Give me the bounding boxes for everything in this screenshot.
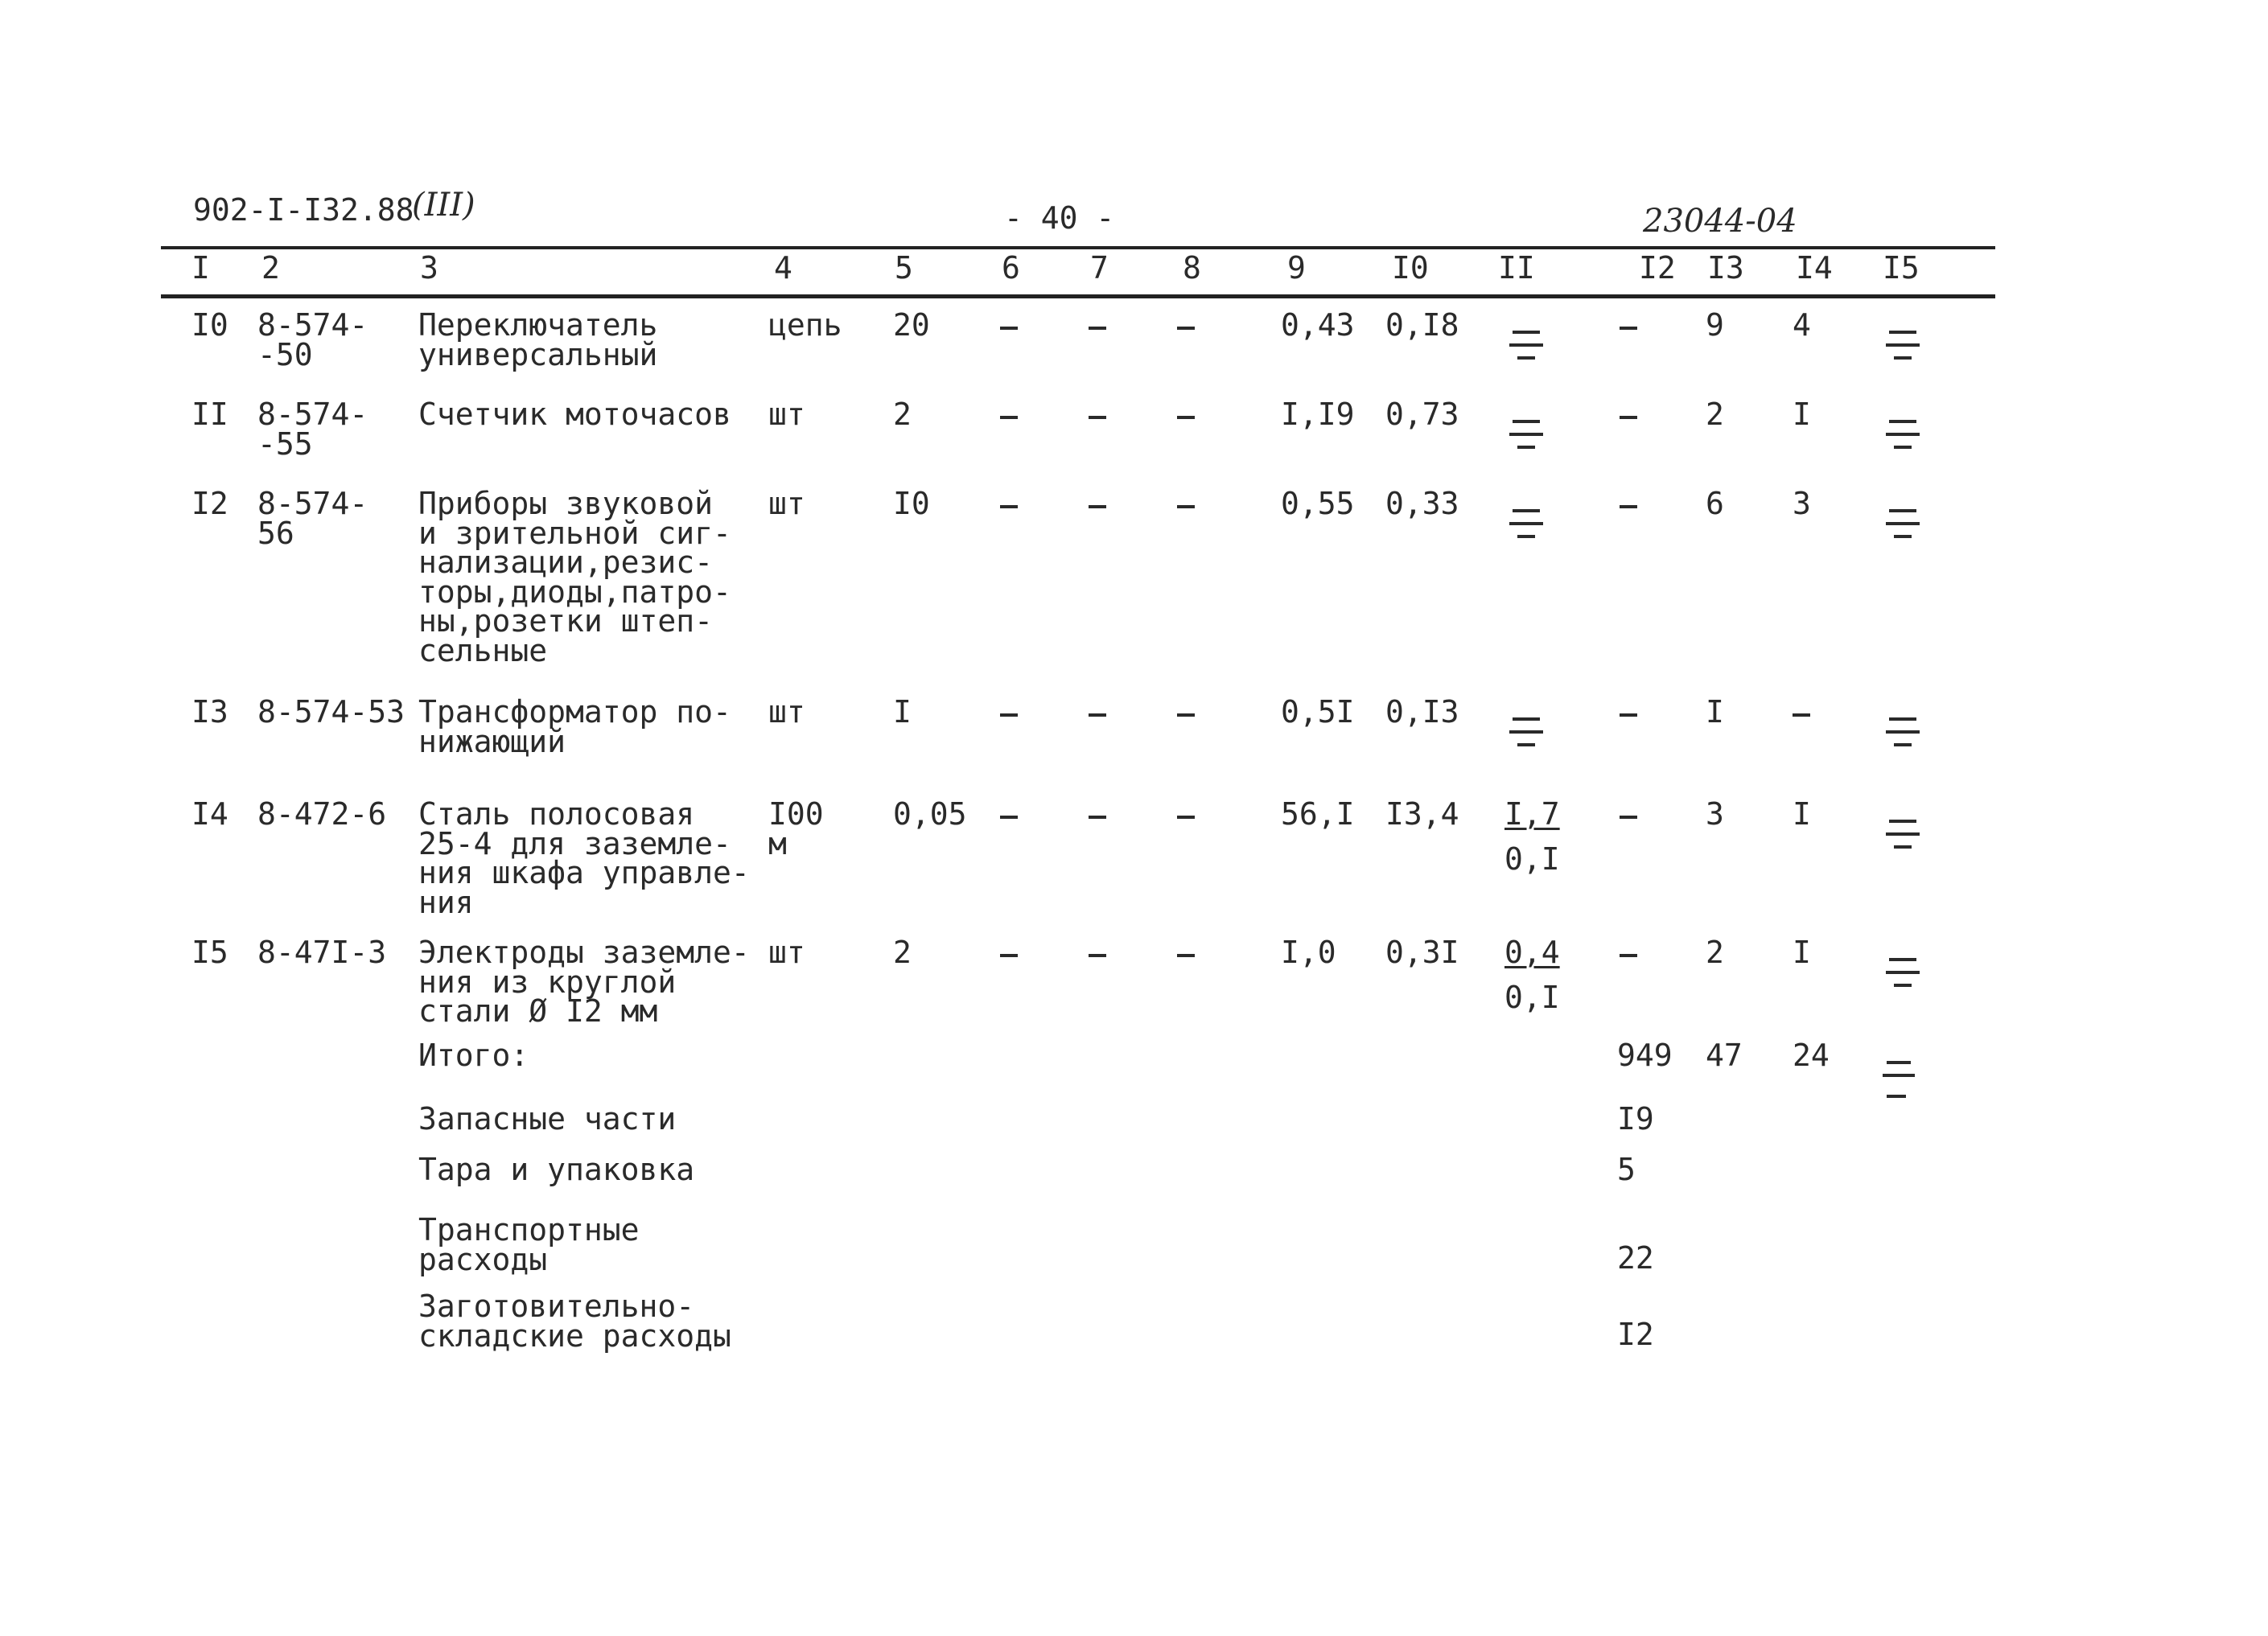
row-number: II bbox=[191, 397, 228, 432]
price-code: 8-574- bbox=[257, 397, 368, 432]
totals-col15-bottom bbox=[1887, 1095, 1906, 1098]
col11-fraction-bar bbox=[1509, 730, 1543, 734]
col8-dash bbox=[1177, 327, 1195, 330]
price-code: 8-472-6 bbox=[257, 796, 387, 832]
row-number: I2 bbox=[191, 486, 228, 521]
quantity: 0,05 bbox=[893, 796, 967, 832]
item-name: торы,диоды,патро- bbox=[418, 573, 731, 610]
price-code: 8-574-53 bbox=[257, 694, 405, 730]
col6-dash bbox=[1000, 416, 1018, 419]
col15-fraction-top bbox=[1889, 958, 1916, 961]
col15-fraction-bottom bbox=[1894, 845, 1912, 849]
column-header-9: 9 bbox=[1287, 250, 1306, 286]
col11-fraction-bar bbox=[1509, 522, 1543, 525]
extra-cost-label: Заготовительно- bbox=[418, 1289, 695, 1324]
item-name: нализации,резис- bbox=[418, 545, 714, 580]
item-name: сельные bbox=[418, 632, 548, 668]
price-code: 8-574- bbox=[257, 307, 368, 343]
col6-dash bbox=[1000, 505, 1018, 508]
col13-value: 2 bbox=[1706, 397, 1724, 432]
col11-fraction-bottom: 0,I bbox=[1504, 841, 1560, 877]
item-name: Счетчик моточасов bbox=[418, 397, 731, 432]
extra-cost-label: складские расходы bbox=[418, 1317, 731, 1354]
col8-dash bbox=[1177, 713, 1195, 717]
col11-fraction-top: 0,4 bbox=[1504, 935, 1560, 970]
col8-dash bbox=[1177, 416, 1195, 419]
item-name: ны,розетки штеп- bbox=[418, 603, 714, 639]
col11-fraction-top bbox=[1513, 331, 1540, 334]
col10-value: 0,I8 bbox=[1385, 307, 1459, 343]
item-name: Приборы звуковой bbox=[418, 486, 714, 521]
col10-value: I3,4 bbox=[1385, 796, 1459, 832]
quantity: 20 bbox=[893, 307, 930, 343]
col14-value: 4 bbox=[1793, 307, 1811, 343]
item-name: и зрительной сиг- bbox=[418, 515, 731, 551]
col9-value: 0,55 bbox=[1281, 486, 1355, 521]
col15-fraction-top bbox=[1889, 420, 1916, 423]
col15-fraction-bottom bbox=[1894, 535, 1912, 538]
column-header-7: 7 bbox=[1090, 250, 1109, 286]
col7-dash bbox=[1089, 954, 1106, 957]
document-code: 902-I-I32.88 bbox=[193, 192, 414, 228]
price-code: 8-47I-3 bbox=[257, 935, 387, 970]
col7-dash bbox=[1089, 327, 1106, 330]
col12-dash bbox=[1620, 713, 1637, 717]
col11-fraction-bottom bbox=[1517, 446, 1535, 449]
extra-cost-label: расходы bbox=[418, 1241, 548, 1277]
totals-col14: 24 bbox=[1793, 1038, 1830, 1073]
col12-dash bbox=[1620, 505, 1637, 508]
item-name: Переключатель bbox=[418, 307, 658, 343]
unit: шт bbox=[768, 397, 805, 432]
row-number: I4 bbox=[191, 796, 228, 832]
totals-col12: 949 bbox=[1617, 1038, 1673, 1073]
col8-dash bbox=[1177, 505, 1195, 508]
row-number: I3 bbox=[191, 694, 228, 730]
item-name: ния шкафа управле- bbox=[418, 855, 750, 890]
totals-col15-bar bbox=[1883, 1074, 1915, 1077]
row-number: I5 bbox=[191, 935, 228, 970]
unit: шт bbox=[768, 486, 805, 521]
col11-fraction-top bbox=[1513, 509, 1540, 512]
extra-cost-label: Транспортные bbox=[418, 1212, 640, 1248]
table-header-rule bbox=[161, 294, 1995, 298]
col13-value: 3 bbox=[1706, 796, 1724, 832]
column-header-15: I5 bbox=[1883, 250, 1920, 286]
col13-value: 2 bbox=[1706, 935, 1724, 970]
item-name: универсальный bbox=[418, 336, 658, 372]
col13-value: I bbox=[1706, 694, 1724, 730]
totals-col13: 47 bbox=[1706, 1038, 1743, 1073]
col15-fraction-bottom bbox=[1894, 356, 1912, 360]
col12-dash bbox=[1620, 816, 1637, 819]
col6-dash bbox=[1000, 816, 1018, 819]
unit: м bbox=[768, 825, 787, 861]
quantity: 2 bbox=[893, 397, 912, 432]
col15-fraction-bar bbox=[1886, 433, 1920, 436]
column-header-8: 8 bbox=[1183, 250, 1201, 286]
col15-fraction-top bbox=[1889, 509, 1916, 512]
item-name: 25-4 для заземле- bbox=[418, 825, 731, 861]
extra-cost-value: 5 bbox=[1617, 1152, 1636, 1187]
col6-dash bbox=[1000, 327, 1018, 330]
col10-value: 0,33 bbox=[1385, 486, 1459, 521]
col9-value: I,0 bbox=[1281, 935, 1336, 970]
quantity: 2 bbox=[893, 935, 912, 970]
price-code: -55 bbox=[257, 425, 313, 462]
col10-value: 0,73 bbox=[1385, 397, 1459, 432]
col15-fraction-top bbox=[1889, 331, 1916, 334]
col15-fraction-bar bbox=[1886, 832, 1920, 836]
unit: шт bbox=[768, 935, 805, 970]
column-header-3: 3 bbox=[420, 250, 438, 286]
extra-cost-value: 22 bbox=[1617, 1240, 1654, 1276]
document-code-note: (III) bbox=[412, 187, 475, 224]
col14-value: I bbox=[1793, 397, 1811, 432]
col15-fraction-bar bbox=[1886, 971, 1920, 974]
row-number: I0 bbox=[191, 307, 228, 343]
col11-fraction-bar bbox=[1509, 343, 1543, 347]
col15-fraction-bar bbox=[1886, 522, 1920, 525]
unit: цепь bbox=[768, 307, 842, 343]
price-code: 8-574- bbox=[257, 486, 368, 521]
totals-label: Итого: bbox=[418, 1038, 529, 1073]
item-name: ния bbox=[418, 884, 474, 920]
col15-fraction-bar bbox=[1886, 730, 1920, 734]
page-number: - 40 - bbox=[1004, 200, 1115, 236]
item-name: Электроды заземле- bbox=[418, 935, 750, 970]
col11-fraction-top bbox=[1513, 717, 1540, 721]
totals-col15-top bbox=[1887, 1061, 1911, 1064]
column-header-4: 4 bbox=[774, 250, 792, 286]
col11-fraction-bar bbox=[1509, 433, 1543, 436]
extra-cost-value: I2 bbox=[1617, 1317, 1654, 1352]
col13-value: 9 bbox=[1706, 307, 1724, 343]
item-name: ния из круглой bbox=[418, 964, 677, 1000]
col7-dash bbox=[1089, 416, 1106, 419]
price-code: -50 bbox=[257, 336, 313, 372]
column-header-13: I3 bbox=[1707, 250, 1744, 286]
column-header-1: I bbox=[191, 250, 210, 286]
unit: шт bbox=[768, 694, 805, 730]
col7-dash bbox=[1089, 816, 1106, 819]
col15-fraction-top bbox=[1889, 820, 1916, 823]
col10-value: 0,I3 bbox=[1385, 694, 1459, 730]
unit: I00 bbox=[768, 796, 824, 832]
quantity: I bbox=[893, 694, 912, 730]
column-header-10: I0 bbox=[1392, 250, 1429, 286]
col11-fraction-bottom bbox=[1517, 535, 1535, 538]
col14-value: I bbox=[1793, 935, 1811, 970]
col12-dash bbox=[1620, 327, 1637, 330]
column-header-14: I4 bbox=[1796, 250, 1833, 286]
col7-dash bbox=[1089, 713, 1106, 717]
item-name: Трансформатор по- bbox=[418, 694, 731, 730]
col14-value: I bbox=[1793, 796, 1811, 832]
col14-value: 3 bbox=[1793, 486, 1811, 521]
col6-dash bbox=[1000, 713, 1018, 717]
col8-dash bbox=[1177, 816, 1195, 819]
column-header-2: 2 bbox=[261, 250, 280, 286]
col12-dash bbox=[1620, 416, 1637, 419]
col15-fraction-bar bbox=[1886, 343, 1920, 347]
col10-value: 0,3I bbox=[1385, 935, 1459, 970]
column-header-6: 6 bbox=[1002, 250, 1020, 286]
col15-fraction-bottom bbox=[1894, 446, 1912, 449]
col11-fraction-bottom bbox=[1517, 356, 1535, 360]
col13-value: 6 bbox=[1706, 486, 1724, 521]
col6-dash bbox=[1000, 954, 1018, 957]
column-header-11: II bbox=[1498, 250, 1535, 286]
col9-value: I,I9 bbox=[1281, 397, 1355, 432]
column-header-12: I2 bbox=[1639, 250, 1676, 286]
item-name: нижающий bbox=[418, 723, 566, 759]
col15-fraction-bottom bbox=[1894, 984, 1912, 987]
col15-fraction-bottom bbox=[1894, 743, 1912, 746]
col9-value: 0,5I bbox=[1281, 694, 1355, 730]
extra-cost-value: I9 bbox=[1617, 1101, 1654, 1137]
col11-fraction-bottom: 0,I bbox=[1504, 980, 1560, 1015]
col9-value: 0,43 bbox=[1281, 307, 1355, 343]
col12-dash bbox=[1620, 954, 1637, 957]
table-top-rule bbox=[161, 246, 1995, 249]
item-name: стали Ø I2 мм bbox=[418, 993, 658, 1029]
col11-fraction-top: I,7 bbox=[1504, 796, 1560, 832]
col9-value: 56,I bbox=[1281, 796, 1355, 832]
quantity: I0 bbox=[893, 486, 930, 521]
col15-fraction-top bbox=[1889, 717, 1916, 721]
item-name: Сталь полосовая bbox=[418, 796, 695, 832]
price-code: 56 bbox=[257, 515, 294, 551]
column-header-5: 5 bbox=[895, 250, 913, 286]
col11-fraction-bottom bbox=[1517, 743, 1535, 746]
col11-fraction-top bbox=[1513, 420, 1540, 423]
inventory-number: 23044-04 bbox=[1643, 203, 1797, 240]
extra-cost-label: Запасные части bbox=[418, 1101, 677, 1137]
col14-dash bbox=[1793, 713, 1810, 717]
col7-dash bbox=[1089, 505, 1106, 508]
extra-cost-label: Тара и упаковка bbox=[418, 1152, 695, 1187]
col8-dash bbox=[1177, 954, 1195, 957]
